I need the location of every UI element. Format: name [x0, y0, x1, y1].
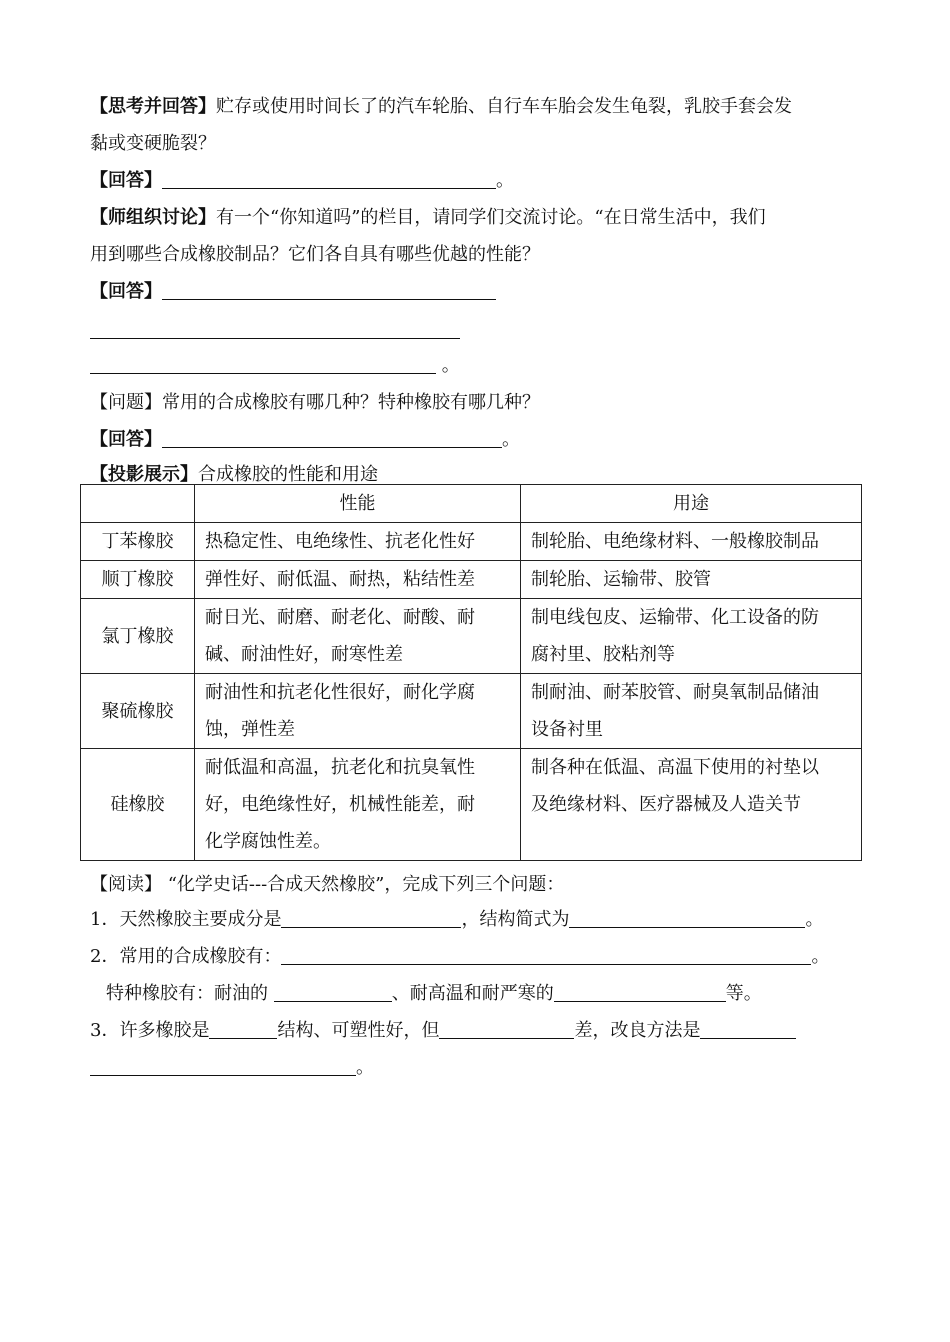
answer-line-1: [90, 162, 862, 199]
rubber-usage: [521, 674, 862, 749]
table-row: [81, 674, 862, 749]
q3-text: 3．许多橡胶是: [90, 1020, 210, 1041]
answer-blank-2b[interactable]: [90, 310, 460, 339]
answer-label: 【回答】: [90, 170, 162, 191]
think-line-1: [90, 88, 862, 125]
period: 。: [805, 909, 824, 930]
rubber-usage: [521, 561, 862, 599]
table-header-row: [81, 485, 862, 523]
rubber-properties-table: [80, 484, 862, 861]
projection-text: 合成橡胶的性能和用途: [198, 464, 378, 485]
period: 。: [502, 429, 520, 450]
q2-blank-common[interactable]: [281, 940, 811, 965]
performance-line: 弹性好、耐低温、耐热，粘结性差: [205, 569, 475, 590]
q3-blank-method-cont[interactable]: [90, 1051, 356, 1076]
usage-line: 制耐油、耐苯胶管、耐臭氧制品储油: [531, 682, 819, 703]
performance-line: 耐油性和抗老化性很好，耐化学腐: [205, 682, 475, 703]
q3-text-3: 差，改良方法是: [574, 1020, 701, 1041]
q3-text-2: 结构、可塑性好，但: [277, 1020, 440, 1041]
reading-q3: [90, 1012, 862, 1049]
usage-line: 制电线包皮、运输带、化工设备的防: [531, 607, 819, 628]
performance-line: 好，电绝缘性好，机械性能差，耐: [205, 794, 475, 815]
rubber-name: 聚硫橡胶: [81, 674, 195, 749]
period: 。: [441, 355, 460, 376]
rubber-usage: [521, 523, 862, 561]
q2-blank-temp[interactable]: [554, 977, 726, 1002]
discuss-label: 【师组织讨论】: [90, 207, 216, 228]
discuss-line-1: [90, 199, 862, 236]
usage-line: 制轮胎、运输带、胶管: [531, 569, 711, 590]
question-line: [90, 384, 862, 421]
answer-blank-3[interactable]: [162, 423, 502, 448]
usage-line: 设备衬里: [531, 719, 603, 740]
projection-label: 【投影展示】: [90, 464, 198, 485]
reading-q2-special: [90, 975, 862, 1012]
table-row: [81, 561, 862, 599]
answer-blank-2c[interactable]: [90, 349, 436, 374]
header-cell-performance: 性能: [195, 485, 521, 523]
q1-text-2: ，结构简式为: [461, 909, 570, 930]
reading-q3-cont: [90, 1049, 862, 1086]
think-label: 【思考并回答】: [90, 96, 216, 117]
rubber-performance: [195, 599, 521, 674]
discuss-text-cont: 用到哪些合成橡胶制品？它们各自具有哪些优越的性能？: [90, 244, 540, 265]
rubber-name: 氯丁橡胶: [81, 599, 195, 674]
usage-line: 腐衬里、胶粘剂等: [531, 644, 675, 665]
question-text: 常用的合成橡胶有哪几种？特种橡胶有哪几种？: [162, 392, 540, 413]
q2-special-text: 特种橡胶有：耐油的: [106, 983, 268, 1004]
discuss-text: 有一个“你知道吗”的栏目，请同学们交流讨论。“在日常生活中，我们: [216, 207, 766, 228]
rubber-performance: [195, 749, 521, 861]
period: 。: [811, 946, 830, 967]
q3-blank-method[interactable]: [700, 1014, 796, 1039]
answer-label: 【回答】: [90, 429, 162, 450]
table-row: [81, 599, 862, 674]
q3-blank-weak[interactable]: [439, 1014, 574, 1039]
q1-blank-component[interactable]: [281, 903, 461, 928]
think-text: 贮存或使用时间长了的汽车轮胎、自行车车胎会发生龟裂，乳胶手套会发: [216, 96, 792, 117]
q2-text: 2．常用的合成橡胶有：: [90, 946, 282, 967]
answer-line-2c: [90, 347, 862, 384]
think-line-2: [90, 125, 862, 162]
q2-special-text-2: 、耐高温和耐严寒的: [391, 983, 554, 1004]
think-text-cont: 黏或变硬脆裂？: [90, 133, 216, 154]
header-cell-empty: [81, 485, 195, 523]
performance-line: 耐日光、耐磨、耐老化、耐酸、耐: [205, 607, 475, 628]
usage-line: 及绝缘材料、医疗器械及人造关节: [531, 794, 801, 815]
performance-line: 化学腐蚀性差。: [205, 831, 331, 852]
answer-blank-1[interactable]: [162, 164, 496, 189]
rubber-performance: [195, 561, 521, 599]
answer-line-2: [90, 273, 862, 310]
performance-line: 耐低温和高温，抗老化和抗臭氧性: [205, 757, 475, 778]
rubber-performance: [195, 674, 521, 749]
table-row: [81, 749, 862, 861]
answer-line-2b: [90, 310, 862, 347]
reading-q2: [90, 938, 862, 975]
reading-section: [90, 868, 862, 1086]
performance-line: 蚀，弹性差: [205, 719, 295, 740]
usage-line: 制各种在低温、高温下使用的衬垫以: [531, 757, 819, 778]
q2-special-text-3: 等。: [725, 983, 762, 1004]
q3-blank-structure[interactable]: [209, 1014, 277, 1039]
answer-line-3: [90, 421, 862, 458]
table-row: [81, 523, 862, 561]
q1-blank-formula[interactable]: [569, 903, 805, 928]
q1-text: 1．天然橡胶主要成分是: [90, 909, 282, 930]
rubber-name: 顺丁橡胶: [81, 561, 195, 599]
answer-label: 【回答】: [90, 281, 162, 302]
reading-q1: [90, 901, 862, 938]
rubber-name: 丁苯橡胶: [81, 523, 195, 561]
rubber-usage: [521, 749, 862, 861]
discuss-line-2: [90, 236, 862, 273]
answer-blank-2[interactable]: [162, 275, 496, 300]
q2-blank-oil[interactable]: [274, 977, 392, 1002]
period: 。: [496, 170, 514, 191]
rubber-name: 硅橡胶: [81, 749, 195, 861]
performance-line: 热稳定性、电绝缘性、抗老化性好: [205, 531, 475, 552]
rubber-usage: [521, 599, 862, 674]
question-label: 【问题】: [90, 392, 162, 413]
period: 。: [356, 1057, 374, 1078]
rubber-performance: [195, 523, 521, 561]
performance-line: 碱、耐油性好，耐寒性差: [205, 644, 403, 665]
reading-title: 【阅读】 “化学史话---合成天然橡胶”，完成下列三个问题：: [90, 874, 565, 895]
header-cell-usage: 用途: [521, 485, 862, 523]
usage-line: 制轮胎、电绝缘材料、一般橡胶制品: [531, 531, 819, 552]
worksheet-upper: [90, 88, 862, 491]
